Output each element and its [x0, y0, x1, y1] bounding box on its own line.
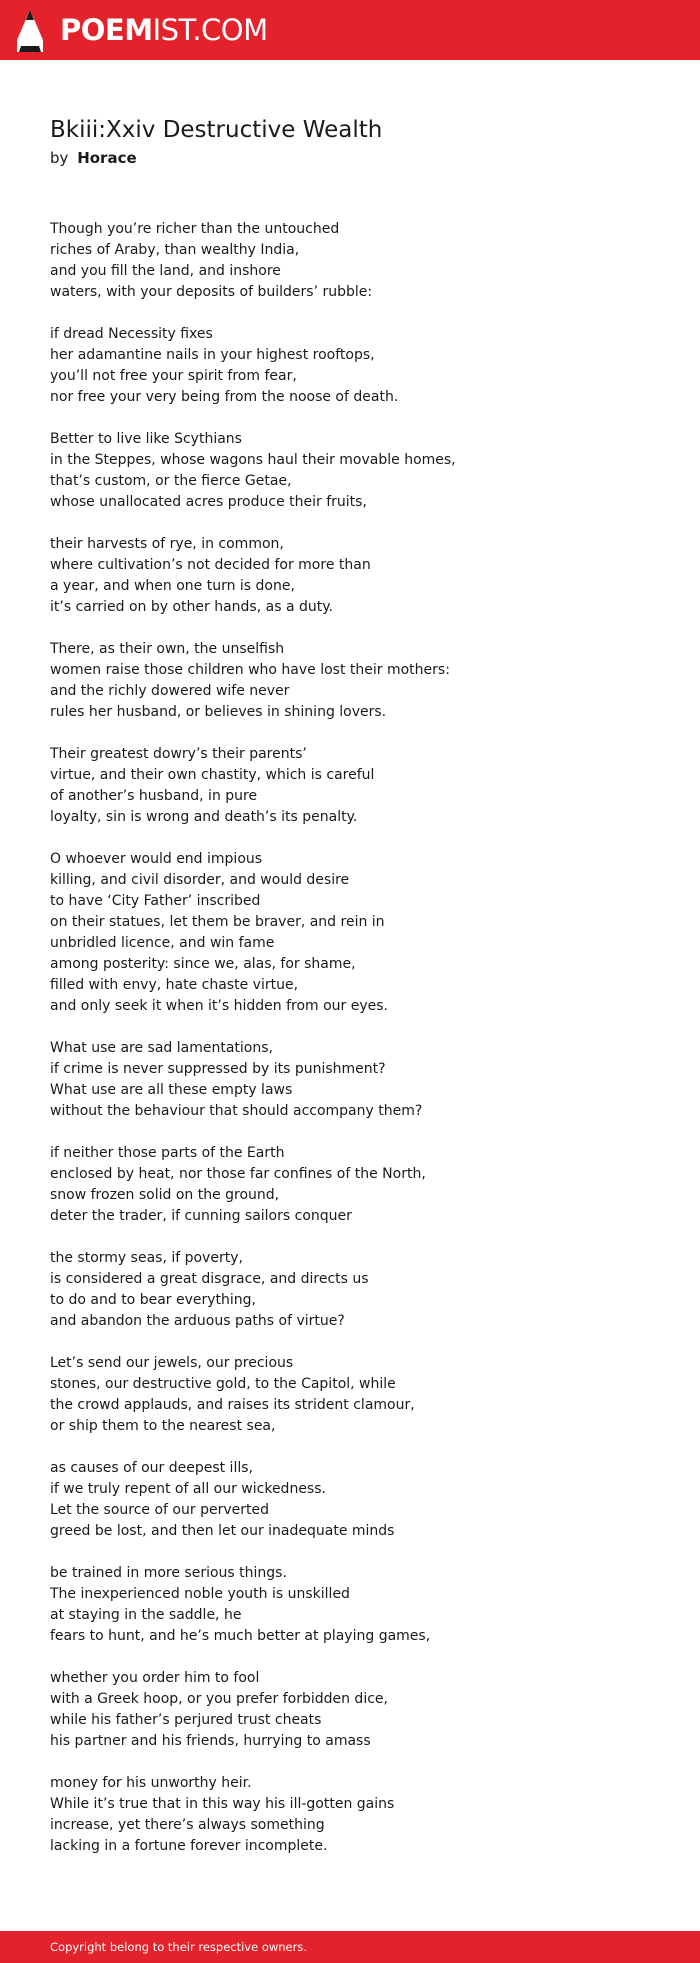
poem-line: in the Steppes, whose wagons haul their movable homes, [50, 452, 456, 468]
poem-line: and only seek it when it’s hidden from our eyes. [50, 998, 388, 1014]
poem-stanza [50, 324, 670, 408]
poem-line: and you fill the land, and inshore [50, 263, 281, 279]
poem-stanza [50, 1143, 670, 1227]
poem-stanza [50, 1353, 670, 1437]
poem-line: deter the trader, if cunning sailors conquer [50, 1208, 352, 1224]
poem-line: The inexperienced noble youth is unskilled [50, 1586, 350, 1602]
poem-line: O whoever would end impious [50, 851, 263, 867]
poem-line: killing, and civil disorder, and would desire [50, 872, 350, 888]
poem-line: among posterity: since we, alas, for shame, [50, 956, 356, 972]
poem-line: be trained in more serious things. [50, 1565, 287, 1581]
poem-line: There, as their own, the unselfish [50, 641, 285, 657]
poem-stanza [50, 849, 670, 1017]
poem-line: fears to hunt, and he’s much better at playing games, [50, 1628, 431, 1644]
poem-stanza [50, 1773, 670, 1857]
poem-line: their harvests of rye, in common, [50, 536, 284, 552]
poem-line: Though you’re richer than the untouched [50, 221, 340, 237]
poem-line: filled with envy, hate chaste virtue, [50, 977, 299, 993]
poem-line: lacking in a fortune forever incomplete. [50, 1838, 328, 1854]
poem-line: or ship them to the nearest sea, [50, 1418, 276, 1434]
poem-line: at staying in the saddle, he [50, 1607, 242, 1623]
poem-line: to do and to bear everything, [50, 1292, 257, 1308]
poem-title: Bkiii:Xxiv Destructive Wealth [50, 117, 383, 143]
author-name: Horace [77, 149, 137, 167]
poem-line: greed be lost, and then let our inadequate minds [50, 1523, 395, 1539]
poem-line: with a Greek hoop, or you prefer forbidden dice, [50, 1691, 388, 1707]
poem-line: without the behaviour that should accompany them? [50, 1103, 423, 1119]
poem-line: whose unallocated acres produce their fruits, [50, 494, 367, 510]
poem-stanza [50, 429, 670, 513]
poem-stanza [50, 219, 670, 303]
poem-line: Their greatest dowry’s their parents’ [50, 746, 307, 762]
poem-line: enclosed by heat, nor those far confines of the North, [50, 1166, 426, 1182]
poem-line: loyalty, sin is wrong and death’s its penalty. [50, 809, 358, 825]
by-label: by [50, 149, 69, 167]
poem-line: unbridled licence, and win fame [50, 935, 275, 951]
poem-line: rules her husband, or believes in shining lovers. [50, 704, 387, 720]
poem-body [50, 219, 670, 1878]
poem-stanza [50, 534, 670, 618]
poem-line: if we truly repent of all our wickedness. [50, 1481, 326, 1497]
poem-line: that’s custom, or the fierce Getae, [50, 473, 292, 489]
poem-line: you’ll not free your spirit from fear, [50, 368, 297, 384]
logo-bold-part: POEM [60, 13, 153, 47]
poem-stanza [50, 639, 670, 723]
poem-line: money for his unworthy heir. [50, 1775, 252, 1791]
poem-line: riches of Araby, than wealthy India, [50, 242, 300, 258]
poem-stanza [50, 1668, 670, 1752]
poem-line: Better to live like Scythians [50, 431, 242, 447]
poem-line: whether you order him to fool [50, 1670, 260, 1686]
poem-stanza [50, 1248, 670, 1332]
poem-line: it’s carried on by other hands, as a duty. [50, 599, 333, 615]
poem-line: on their statues, let them be braver, and rein in [50, 914, 385, 930]
poem-stanza [50, 1038, 670, 1122]
pencil-logo-icon [16, 10, 44, 52]
poem-line: What use are sad lamentations, [50, 1040, 273, 1056]
poem-stanza [50, 1458, 670, 1542]
logo-light-part: IST.COM [152, 13, 268, 47]
poem-line: and abandon the arduous paths of virtue? [50, 1313, 345, 1329]
poem-line: waters, with your deposits of builders’ rubble: [50, 284, 373, 300]
site-header [0, 0, 700, 60]
poem-line: if neither those parts of the Earth [50, 1145, 285, 1161]
poem-line: snow frozen solid on the ground, [50, 1187, 280, 1203]
copyright-text: Copyright belong to their respective owners. [50, 1940, 308, 1954]
site-footer [0, 1931, 700, 1963]
poem-line: is considered a great disgrace, and directs us [50, 1271, 369, 1287]
poem-line: the crowd applauds, and raises its strident clamour, [50, 1397, 415, 1413]
poem-stanza [50, 744, 670, 828]
poem-line: if crime is never suppressed by its punishment? [50, 1061, 386, 1077]
poem-stanza [50, 1563, 670, 1647]
poem-line: to have ‘City Father’ inscribed [50, 893, 261, 909]
poem-line: as causes of our deepest ills, [50, 1460, 253, 1476]
poem-line: nor free your very being from the noose of death. [50, 389, 399, 405]
poem-line: While it’s true that in this way his ill-gotten gains [50, 1796, 395, 1812]
poem-line: where cultivation’s not decided for more than [50, 557, 371, 573]
site-logo-text [60, 12, 268, 48]
poem-line: and the richly dowered wife never [50, 683, 290, 699]
poem-line: increase, yet there’s always something [50, 1817, 325, 1833]
poem-line: Let’s send our jewels, our precious [50, 1355, 294, 1371]
poem-line: stones, our destructive gold, to the Capitol, while [50, 1376, 396, 1392]
poem-line: her adamantine nails in your highest rooftops, [50, 347, 375, 363]
poem-line: if dread Necessity fixes [50, 326, 213, 342]
poem-line: What use are all these empty laws [50, 1082, 293, 1098]
poem-byline [50, 147, 137, 169]
poem-line: virtue, and their own chastity, which is careful [50, 767, 375, 783]
poem-line: of another’s husband, in pure [50, 788, 258, 804]
poem-line: his partner and his friends, hurrying to amass [50, 1733, 371, 1749]
poem-line: women raise those children who have lost their mothers: [50, 662, 450, 678]
poem-line: a year, and when one turn is done, [50, 578, 295, 594]
poem-line: while his father’s perjured trust cheats [50, 1712, 322, 1728]
poem-line: the stormy seas, if poverty, [50, 1250, 243, 1266]
poem-line: Let the source of our perverted [50, 1502, 269, 1518]
